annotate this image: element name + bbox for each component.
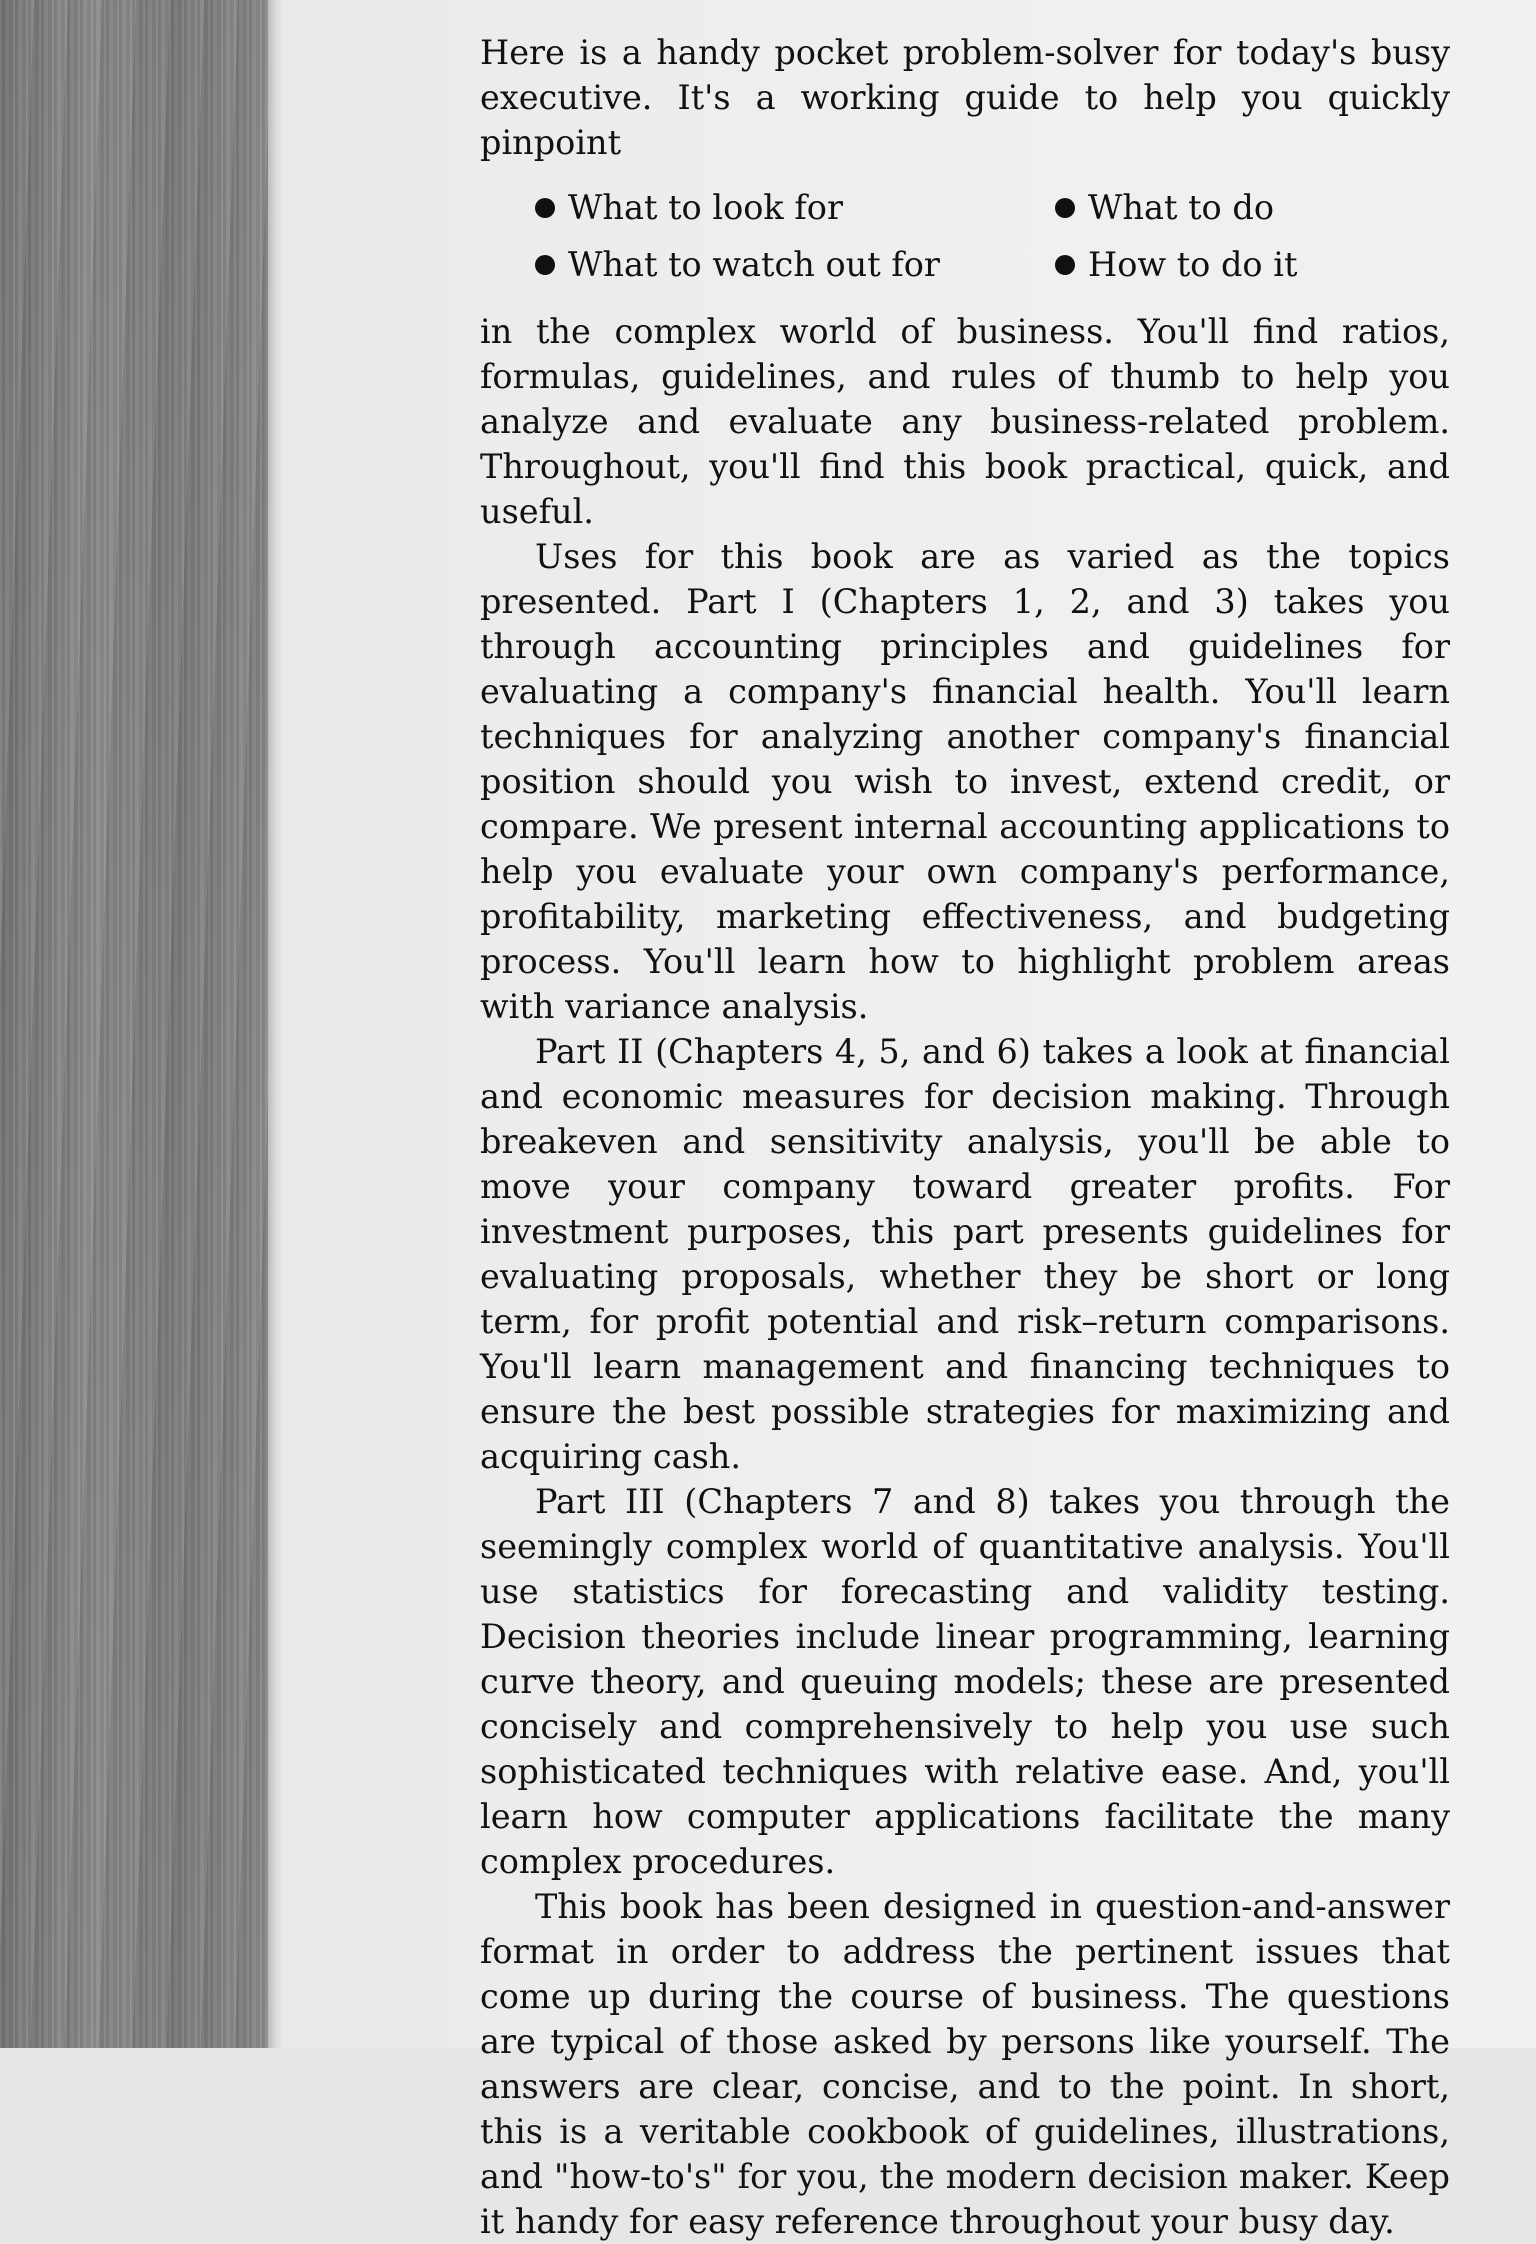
bullet-list: [535, 185, 1450, 287]
page-text: [480, 30, 1450, 2244]
paragraph-part-two: Part II (Chapters 4, 5, and 6) takes a look at financial and economic measures for decision making. Through breakeven and sensitivity analysis, you'll be able to move your company toward greater profits. For investment purposes, this part presents guidelines for evaluating proposals, whether they be short or long term, for profit potential and risk–return comparisons. You'll learn management and financing techniques to ensure the best possible strategies for maximizing and acquiring cash.: [480, 1032, 1450, 1476]
bullet-dot-icon: [1055, 255, 1075, 275]
intro-paragraph: Here is a handy pocket problem-solver for today's busy executive. It's a working guide to help you quickly pinpoint: [480, 33, 1450, 162]
page-binding-edge: [268, 0, 282, 2048]
bullet-text: How to do it: [1088, 245, 1298, 284]
bullet-text: What to do: [1088, 188, 1274, 227]
bullet-item: [1055, 185, 1475, 230]
paragraph-format: This book has been designed in question-and-answer format in order to address the pertinent issues that come up during the course of business. The questions are typical of those asked by persons like yourself. The answers are clear, concise, and to the point. In short, this is a veritable cookbook of guidelines, illustrations, and "how-to's" for you, the modern decision maker. Keep it handy for easy reference throughout your busy day.: [480, 1887, 1450, 2241]
bullet-dot-icon: [535, 255, 555, 275]
wooden-table-background: [0, 0, 268, 2048]
paragraph-continuation: in the complex world of business. You'll find ratios, formulas, guidelines, and rules of thumb to help you analyze and evaluate any business-related problem. Throughout, you'll find this book practical, quick, and useful.: [480, 312, 1450, 531]
bullet-item: [535, 242, 1055, 287]
bullet-text: What to watch out for: [568, 245, 940, 284]
bullet-dot-icon: [1055, 198, 1075, 218]
paragraph-part-one: Uses for this book are as varied as the topics presented. Part I (Chapters 1, 2, and 3) takes you through accounting principles and guidelines for evaluating a company's financial health. You'll learn techniques for analyzing another company's financial position should you wish to invest, extend credit, or compare. We present internal accounting applications to help you evaluate your own company's performance, profitability, marketing effectiveness, and budgeting process. You'll learn how to highlight problem areas with variance analysis.: [480, 537, 1450, 1026]
paragraph-part-three: Part III (Chapters 7 and 8) takes you through the seemingly complex world of quantitative analysis. You'll use statistics for forecasting and validity testing. Decision theories include linear programming, learning curve theory, and queuing models; these are presented concisely and comprehensively to help you use such sophisticated techniques with relative ease. And, you'll learn how computer applications facilitate the many complex procedures.: [480, 1482, 1450, 1881]
bullet-text: What to look for: [568, 188, 843, 227]
bullet-dot-icon: [535, 198, 555, 218]
bullet-item: [1055, 242, 1475, 287]
bullet-item: [535, 185, 1055, 230]
